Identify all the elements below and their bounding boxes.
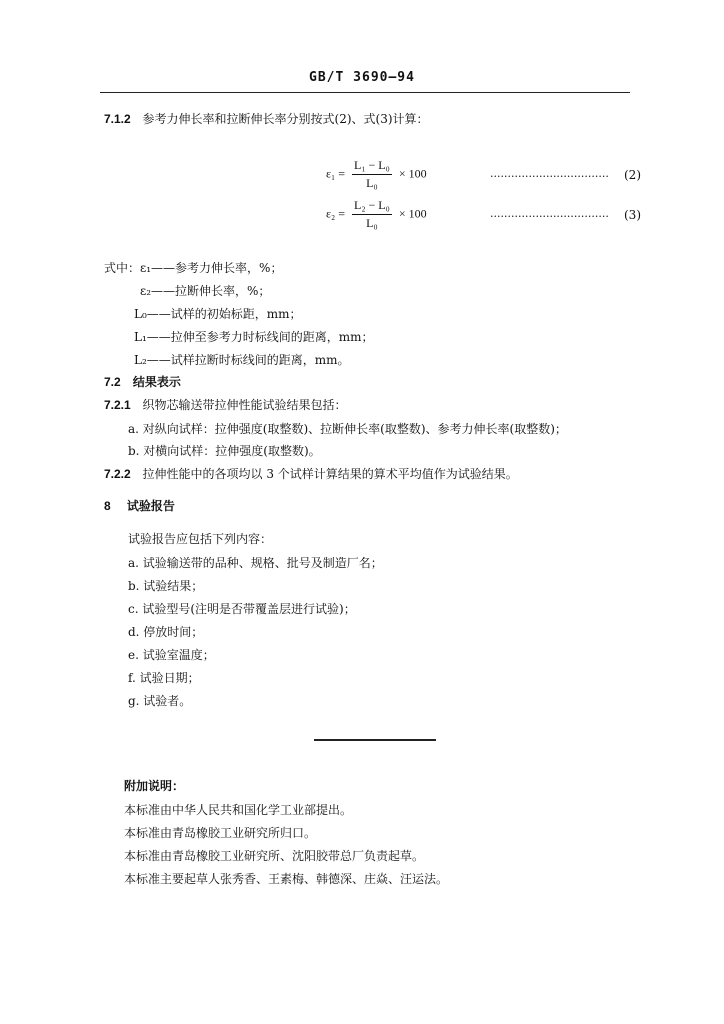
notes-line: 本标准由青岛橡胶工业研究所、沈阳胶带总厂负责起草。 bbox=[124, 849, 425, 863]
where-symbol: L₁ bbox=[134, 330, 147, 344]
where-symbol: L₀ bbox=[134, 307, 147, 321]
formula-fraction bbox=[352, 158, 392, 191]
list-item: f. 试验日期； bbox=[128, 671, 200, 685]
where-symbol: ε₁ bbox=[140, 261, 152, 275]
formula-numerator: L₁ − L₀ bbox=[352, 158, 392, 175]
where-first-line bbox=[104, 259, 282, 276]
formula-tail: × 100 bbox=[398, 206, 427, 221]
end-separator bbox=[314, 739, 436, 741]
formula-tail: × 100 bbox=[398, 166, 427, 181]
formula-2-leader: ·································· bbox=[490, 170, 609, 183]
section-text: 织物芯输送带拉伸性能试验结果包括： bbox=[142, 398, 347, 412]
formula-denominator: L₀ bbox=[366, 176, 378, 190]
section-7-1-2 bbox=[104, 110, 429, 127]
where-line bbox=[134, 305, 302, 322]
section-title: 结果表示 bbox=[132, 375, 181, 389]
where-desc: ——拉伸至参考力时标线间的距离，mm； bbox=[146, 330, 374, 344]
header-rule bbox=[100, 92, 630, 93]
section-8 bbox=[104, 497, 175, 514]
formula-denominator: L₀ bbox=[366, 216, 378, 230]
formula-2-tag: (2) bbox=[624, 168, 641, 182]
formula-lhs: ε₁ bbox=[326, 166, 336, 181]
section-title: 试验报告 bbox=[126, 499, 175, 513]
where-line bbox=[134, 351, 350, 368]
list-item: a. 试验输送带的品种、规格、批号及制造厂名； bbox=[128, 556, 383, 570]
section-7-2-2 bbox=[104, 465, 518, 482]
where-line bbox=[134, 328, 374, 345]
list-item: b. 对横向试样：拉伸强度(取整数)。 bbox=[128, 444, 321, 458]
where-desc: ——试样拉断时标线间的距离，mm。 bbox=[146, 353, 350, 367]
notes-line: 本标准由青岛橡胶工业研究所归口。 bbox=[124, 826, 317, 840]
where-desc: ——拉断伸长率，%； bbox=[151, 284, 271, 298]
section-text: 拉伸性能中的各项均以 3 个试样计算结果的算术平均值作为试验结果。 bbox=[142, 467, 518, 481]
where-symbol: L₂ bbox=[134, 353, 147, 367]
notes-line: 本标准由中华人民共和国化学工业部提出。 bbox=[124, 803, 353, 817]
section-text: 参考力伸长率和拉断伸长率分别按式(2)、式(3)计算： bbox=[142, 112, 429, 126]
section-number: 7.2.1 bbox=[104, 398, 131, 412]
where-desc: ——参考力伸长率，%； bbox=[151, 261, 283, 275]
formula-3-tag: (3) bbox=[624, 208, 641, 222]
list-item: b. 试验结果； bbox=[128, 579, 204, 593]
formula-fraction bbox=[352, 198, 392, 231]
section-number: 7.2 bbox=[104, 375, 121, 389]
list-item: e. 试验室温度； bbox=[128, 648, 215, 662]
section-number: 7.2.2 bbox=[104, 467, 131, 481]
formula-2: ε₁ = $\frac{\text{L₁ − L₀}}{\text{L₀}}$ × 100 bbox=[326, 158, 427, 190]
formula-3-leader: ·································· bbox=[490, 210, 609, 223]
list-item: c. 试验型号(注明是否带覆盖层进行试验)； bbox=[128, 602, 356, 616]
notes-title: 附加说明： bbox=[124, 779, 185, 793]
standard-code-header: GB/T 3690—94 bbox=[309, 70, 415, 85]
notes-line: 本标准主要起草人张秀香、王素梅、韩德深、庄焱、汪运法。 bbox=[124, 872, 449, 886]
where-desc: ——试样的初始标距，mm； bbox=[146, 307, 302, 321]
where-line bbox=[140, 282, 270, 299]
formula-3: ε₂ = $\frac{\text{L₂ − L₀}}{\text{L₀}}$ × 100 bbox=[326, 198, 427, 230]
section-number: 7.1.2 bbox=[104, 112, 131, 126]
section-7-2-1 bbox=[104, 396, 347, 413]
section-number: 8 bbox=[104, 499, 111, 513]
where-symbol: ε₂ bbox=[140, 284, 152, 298]
section-7-2 bbox=[104, 373, 181, 390]
report-intro: 试验报告应包括下列内容： bbox=[128, 532, 273, 546]
where-lead: 式中： bbox=[104, 261, 141, 275]
list-item: a. 对纵向试样：拉伸强度(取整数)、拉断伸长率(取整数)、参考力伸长率(取整数)； bbox=[128, 422, 567, 436]
list-item: g. 试验者。 bbox=[128, 694, 192, 708]
formula-lhs: ε₂ bbox=[326, 206, 336, 221]
list-item: d. 停放时间； bbox=[128, 625, 204, 639]
formula-numerator: L₂ − L₀ bbox=[352, 198, 392, 215]
